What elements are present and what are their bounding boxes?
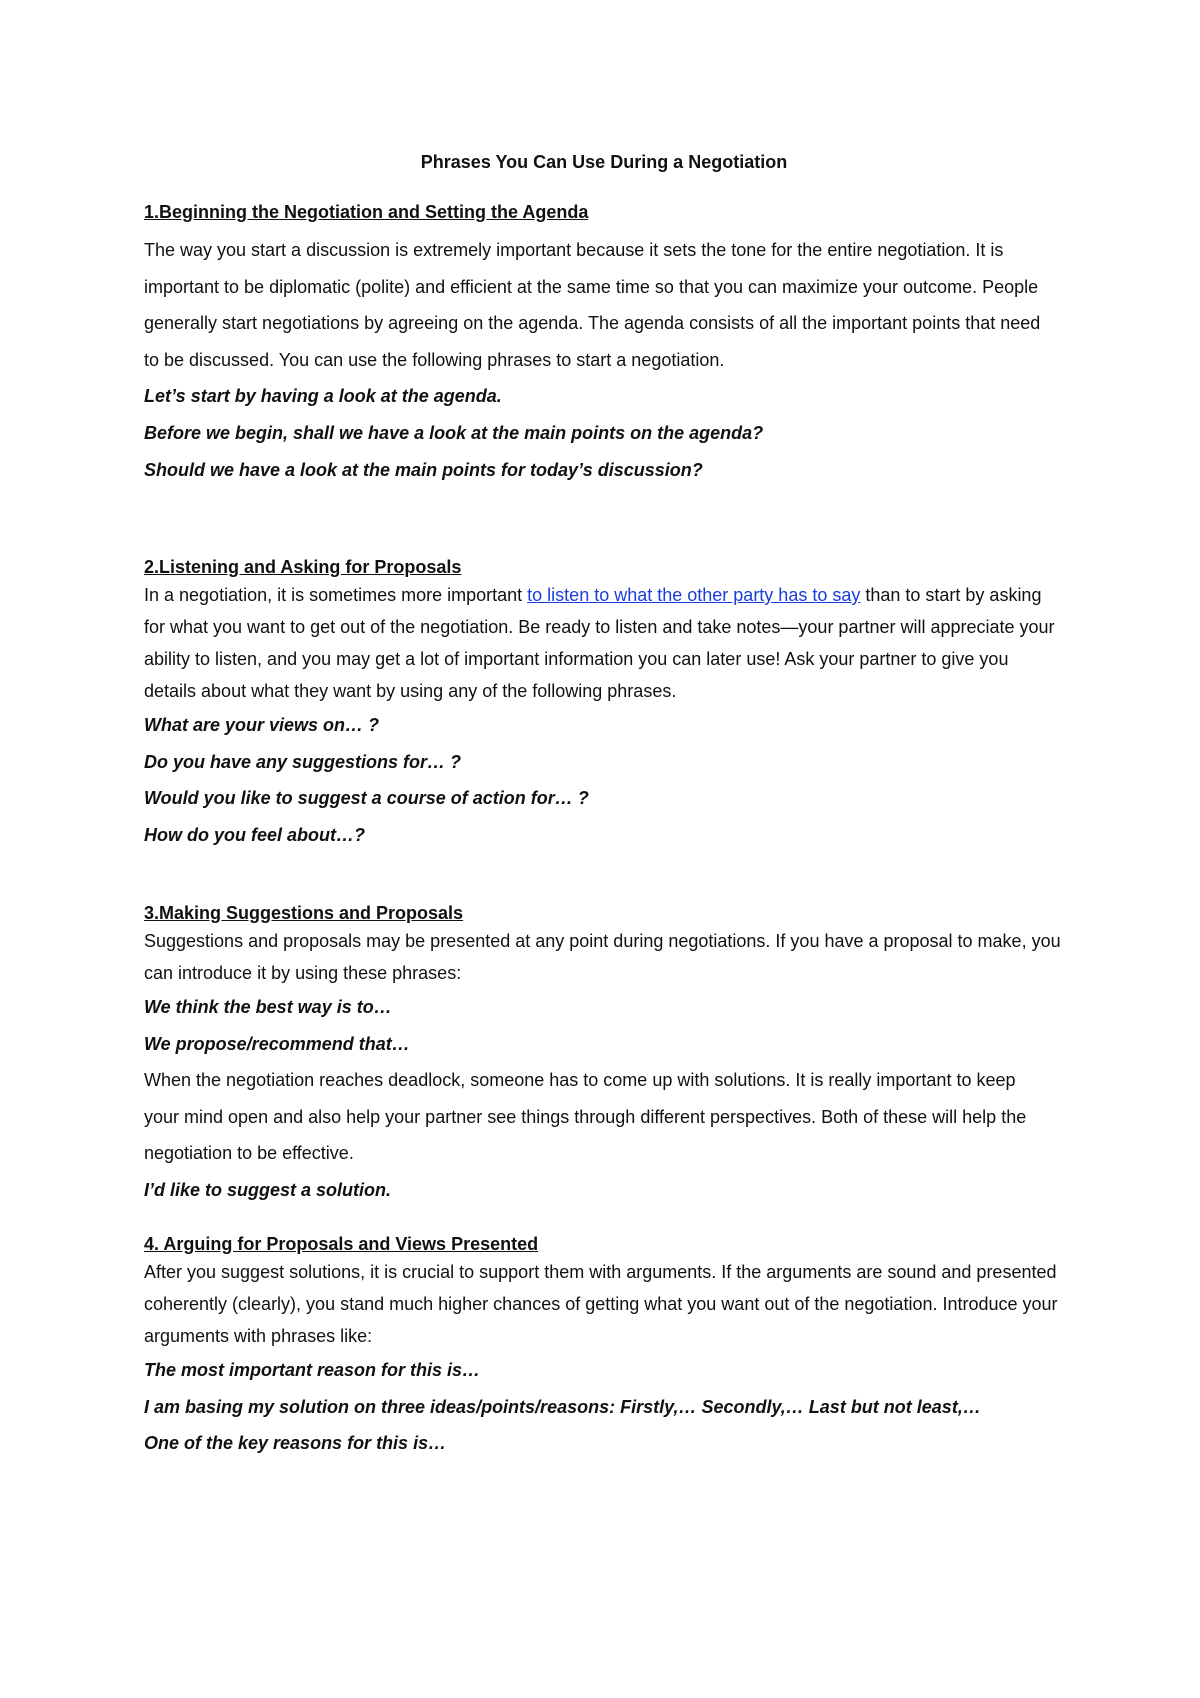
paragraph-text: than to start by asking for what you want to get out of the negotiation. Be ready to listen and take notes—your partner will appreciate your ability to listen, and you may get a lot of important information you can later use! Ask your partner to give you details about what they want by using any of the following phrases. — [144, 585, 1055, 701]
phrase-item: What are your views on… ? — [144, 715, 380, 735]
phrase-item: I’d like to suggest a solution. — [144, 1179, 392, 1200]
phrase-item: The most important reason for this is… — [144, 1360, 481, 1380]
section-3 — [144, 901, 1064, 1209]
phrase-item: Would you like to suggest a course of action for… ? — [144, 788, 589, 809]
section-heading: 3.Making Suggestions and Proposals — [144, 903, 464, 923]
section-paragraph: The way you start a discussion is extremely important because it sets the tone for the entire negotiation. It is important to be diplomatic (polite) and efficient at the same time so that you can maximize your outcome. People generally start negotiations by agreeing on the agenda. The agenda consists of all the important points that need to be discussed. You can use the following phrases to start a negotiation. — [144, 240, 1041, 370]
phrase-item: Let’s start by having a look at the agenda. — [144, 386, 502, 407]
phrase-item: We propose/recommend that… — [144, 1033, 410, 1054]
inline-link[interactable]: to listen to what the other party has to say — [527, 585, 861, 605]
section-heading: 1.Beginning the Negotiation and Setting the Agenda — [144, 202, 589, 222]
phrase-item: Before we begin, shall we have a look at the main points on the agenda? — [144, 422, 764, 443]
section-paragraph: After you suggest solutions, it is crucial to support them with arguments. If the arguments are sound and presented coherently (clearly), you stand much higher chances of getting what you want out of the negotiation. Introduce your arguments with phrases like: — [144, 1262, 1058, 1346]
section-1 — [144, 200, 1064, 488]
phrase-item: Do you have any suggestions for… ? — [144, 751, 462, 772]
phrase-item: I am basing my solution on three ideas/points/reasons: Firstly,… Secondly,… Last but not least,… — [144, 1396, 981, 1417]
paragraph-text: In a negotiation, it is sometimes more important — [144, 585, 528, 605]
section-paragraph — [144, 579, 1064, 707]
phrase-item: How do you feel about…? — [144, 824, 365, 845]
section-heading: 2.Listening and Asking for Proposals — [144, 557, 462, 577]
phrase-item: Should we have a look at the main points for today’s discussion? — [144, 459, 703, 480]
phrase-item: We think the best way is to… — [144, 997, 392, 1017]
section-2 — [144, 555, 1064, 853]
section-heading: 4. Arguing for Proposals and Views Presented — [144, 1234, 539, 1254]
section-4 — [144, 1232, 1064, 1462]
page-title: Phrases You Can Use During a Negotiation — [420, 152, 788, 172]
section-paragraph: Suggestions and proposals may be presented at any point during negotiations. If you have a proposal to make, you can introduce it by using these phrases: — [144, 931, 1061, 983]
section-paragraph: When the negotiation reaches deadlock, someone has to come up with solutions. It is really important to keep your mind open and also help your partner see things through different perspectives. Both of these will help the negotiation to be effective. — [144, 1070, 1027, 1164]
phrase-item: One of the key reasons for this is… — [144, 1433, 447, 1454]
